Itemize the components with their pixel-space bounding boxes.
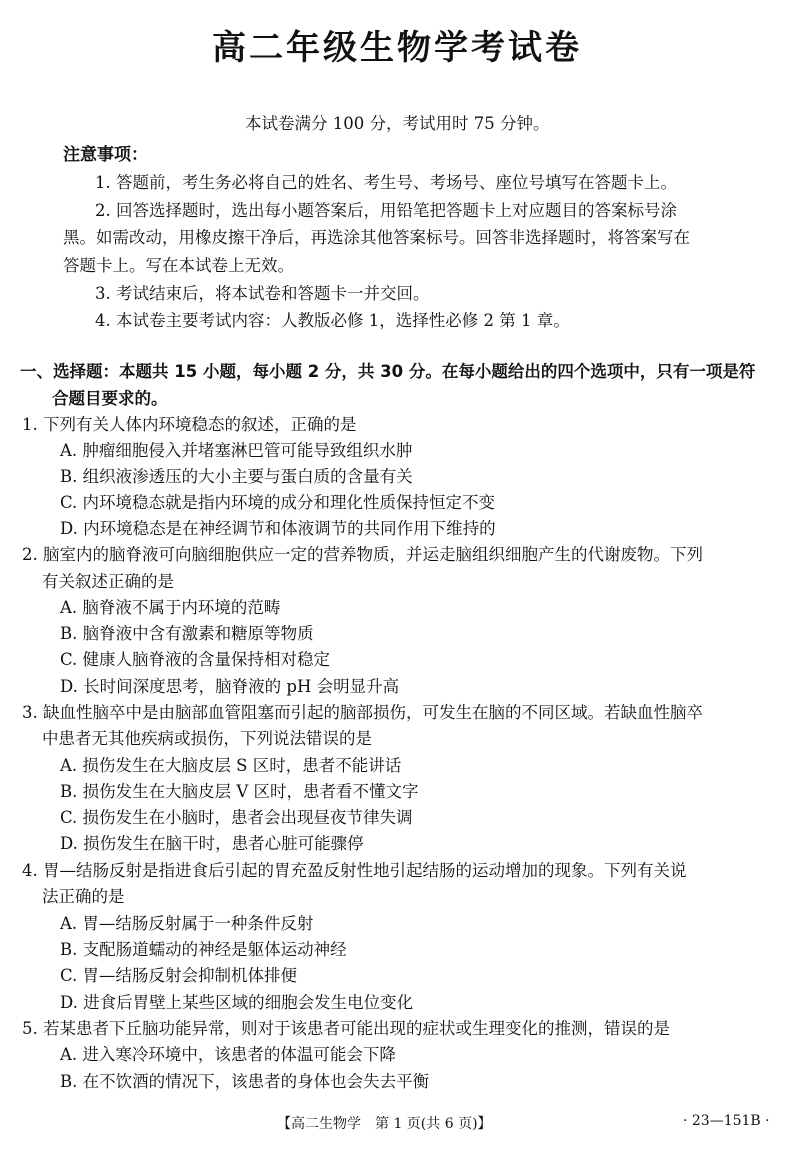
question-option: D. 进食后胃壁上某些区域的细胞会发生电位变化: [60, 993, 414, 1012]
question-option: A. 肿瘤细胞侵入并堵塞淋巴管可能导致组织水肿: [60, 441, 413, 460]
question-option: D. 内环境稳态是在神经调节和体液调节的共同作用下维持的: [60, 519, 496, 538]
notice-line: 黑。如需改动，用橡皮擦干净后，再选涂其他答案标号。回答非选择题时，将答案写在: [63, 228, 690, 247]
exam-info: 本试卷满分 100 分，考试用时 75 分钟。: [245, 114, 550, 133]
section-heading: 一、选择题：本题共 15 小题，每小题 2 分，共 30 分。在每小题给出的四个选项中，只有一项是符: [20, 362, 756, 381]
exam-code: · 23—151B ·: [683, 1113, 770, 1129]
question-option: C. 损伤发生在小脑时，患者会出现昼夜节律失调: [60, 808, 413, 827]
question-option: C. 健康人脑脊液的含量保持相对稳定: [60, 650, 331, 669]
question-stem: 3. 缺血性脑卒中是由脑部血管阻塞而引起的脑部损伤，可发生在脑的不同区域。若缺血性脑卒: [22, 703, 703, 722]
question-option: B. 损伤发生在大脑皮层 V 区时，患者看不懂文字: [60, 782, 419, 801]
section-heading-cont: 合题目要求的。: [52, 389, 168, 408]
question-stem-cont: 中患者无其他疾病或损伤，下列说法错误的是: [42, 729, 372, 748]
question-option: D. 损伤发生在脑干时，患者心脏可能骤停: [60, 834, 364, 853]
notice-line: 1. 答题前，考生务必将自己的姓名、考生号、考场号、座位号填写在答题卡上。: [95, 173, 677, 192]
question-option: B. 脑脊液中含有激素和糖原等物质: [60, 624, 314, 643]
notice-line: 4. 本试卷主要考试内容：人教版必修 1，选择性必修 2 第 1 章。: [95, 311, 570, 330]
question-stem: 5. 若某患者下丘脑功能异常，则对于该患者可能出现的症状或生理变化的推测，错误的是: [22, 1019, 670, 1038]
question-option: A. 胃—结肠反射属于一种条件反射: [60, 914, 314, 933]
question-option: B. 组织液渗透压的大小主要与蛋白质的含量有关: [60, 467, 413, 486]
question-option: C. 内环境稳态就是指内环境的成分和理化性质保持恒定不变: [60, 493, 496, 512]
question-stem-cont: 有关叙述正确的是: [42, 572, 174, 591]
question-option: B. 支配肠道蠕动的神经是躯体运动神经: [60, 940, 347, 959]
page-number-label: 【高二生物学 第 1 页(共 6 页)】: [277, 1116, 492, 1132]
notice-heading: 注意事项：: [63, 145, 148, 165]
notice-line: 2. 回答选择题时，选出每小题答案后，用铅笔把答题卡上对应题目的答案标号涂: [95, 201, 677, 220]
question-stem: 1. 下列有关人体内环境稳态的叙述，正确的是: [22, 415, 357, 434]
question-option: A. 进入寒冷环境中，该患者的体温可能会下降: [60, 1045, 396, 1064]
question-option: A. 脑脊液不属于内环境的范畴: [60, 598, 281, 617]
question-option: A. 损伤发生在大脑皮层 S 区时，患者不能讲话: [60, 756, 402, 775]
question-option: D. 长时间深度思考，脑脊液的 pH 会明显升高: [60, 677, 400, 696]
question-stem-cont: 法正确的是: [42, 887, 125, 906]
notice-line: 答题卡上。写在本试卷上无效。: [63, 256, 294, 275]
question-option: B. 在不饮酒的情况下，该患者的身体也会失去平衡: [60, 1072, 430, 1091]
notice-line: 3. 考试结束后，将本试卷和答题卡一并交回。: [95, 284, 430, 303]
exam-title: 高二年级生物学考试卷: [212, 28, 582, 68]
question-stem: 2. 脑室内的脑脊液可向脑细胞供应一定的营养物质，并运走脑组织细胞产生的代谢废物。下列: [22, 545, 703, 564]
question-stem: 4. 胃—结肠反射是指进食后引起的胃充盈反射性地引起结肠的运动增加的现象。下列有关说: [22, 861, 687, 880]
question-option: C. 胃—结肠反射会抑制机体排便: [60, 966, 298, 985]
